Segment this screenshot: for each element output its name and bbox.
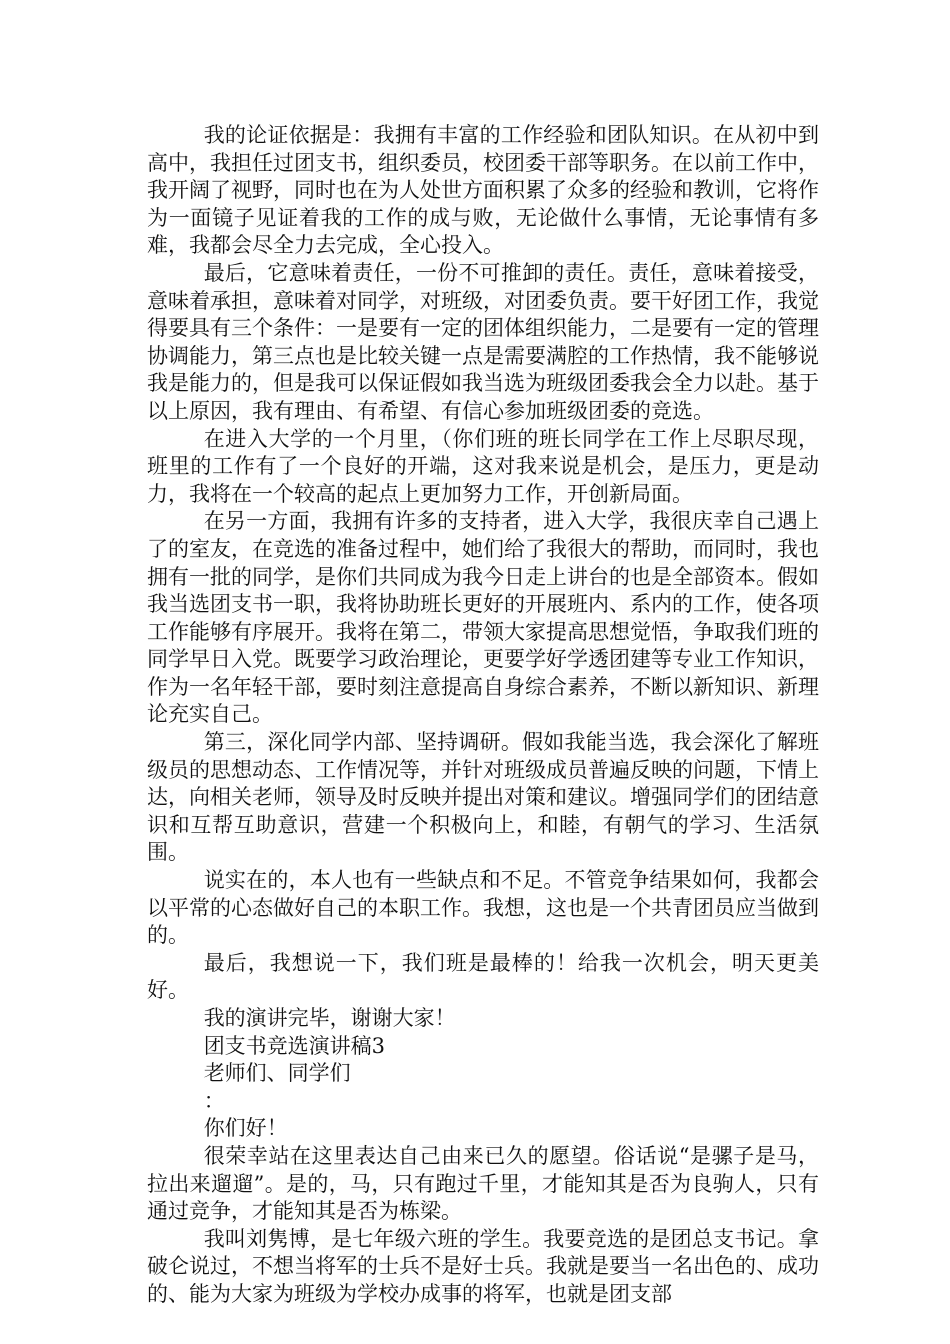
section-title: 团支书竞选演讲稿3 [203,1033,386,1058]
salutation-colon: ： [203,1088,225,1113]
paragraph-self-introduction: 我叫刘隽博，是七年级六班的学生。我要竞选的是团总支书记。拿破仑说过，不想当将军的士兵不是好士兵。我就是要当一名出色的、成功的、能为大家为班级为学校办成事的将军，也就是团支部 [147,1226,819,1306]
paragraph-entering-university: 在进入大学的一个月里，（你们班的班长同学在工作上尽职尽现，班里的工作有了一个良好的开端，这对我来说是机会，是压力，更是动力，我将在一个较高的起点上更加努力工作，开创新局面。 [147,426,819,506]
paragraph-supporters: 在另一方面，我拥有许多的支持者，进入大学，我很庆幸自己遇上了的室友，在竞选的准备过程中，她们给了我很大的帮助，而同时，我也拥有一批的同学，是你们共同成为我今日走上讲台的也是全部资本。假如我当选团支书一职，我将协助班长更好的开展班内、系内的工作，使各项工作能够有序展开。我将在第二，带领大家提高思想觉悟，争取我们班的同学早日入党。既要学习政治理论，更要学好学透团建等专业工作知识，作为一名年轻干部，要时刻注意提高自身综合素养，不断以新知识、新理论充实自己。 [147,509,819,727]
paragraph-speech-end: 我的演讲完毕，谢谢大家！ [203,1006,456,1030]
salutation: 老师们、同学们 [203,1061,351,1086]
greeting: 你们好！ [203,1116,288,1141]
paragraph-third-point: 第三，深化同学内部、坚持调研。假如我能当选，我会深化了解班级员的思想动态、工作情况等，并针对班级成员普遍反映的问题，下情上达，向相关老师，领导及时反映并提出对策和建议。增强同学们的团结意识和互帮互助意识，营建一个积极向上，和睦，有朝气的学习、生活氛围。 [147,730,819,865]
document-page [147,122,819,1309]
paragraph-best-class: 最后，我想说一下，我们班是最棒的！给我一次机会，明天更美好。 [147,950,819,1003]
paragraph-honor: 很荣幸站在这里表达自己由来已久的愿望。俗话说“是骡子是马，拉出来遛遛”。是的，马，只有跑过千里，才能知其是否为良驹人，只有通过竞争，才能知其是否为栋梁。 [147,1143,819,1224]
paragraph-argument-basis: 我的论证依据是：我拥有丰富的工作经验和团队知识。在从初中到高中，我担任过团支书，组织委员，校团委干部等职务。在以前工作中，我开阔了视野，同时也在为人处世方面积累了众多的经验和教训，它将作为一面镜子见证着我的工作的成与败，无论做什么事情，无论事情有多难，我都会尽全力去完成，全心投入。 [147,123,819,258]
paragraph-responsibility: 最后，它意味着责任，一份不可推卸的责任。责任，意味着接受，意味着承担，意味着对同学，对班级，对团委负责。要干好团工作，我觉得要具有三个条件：一是要有一定的团体组织能力，二是要有一定的管理协调能力，第三点也是比较关键一点是需要满腔的工作热情，我不能够说我是能力的，但是我可以保证假如我当选为班级团委我会全力以赴。基于以上原因，我有理由、有希望、有信心参加班级团委的竞选。 [147,260,819,423]
paragraph-shortcomings: 说实在的，本人也有一些缺点和不足。不管竞争结果如何，我都会以平常的心态做好自己的本职工作。我想，这也是一个共青团员应当做到的。 [147,868,819,948]
